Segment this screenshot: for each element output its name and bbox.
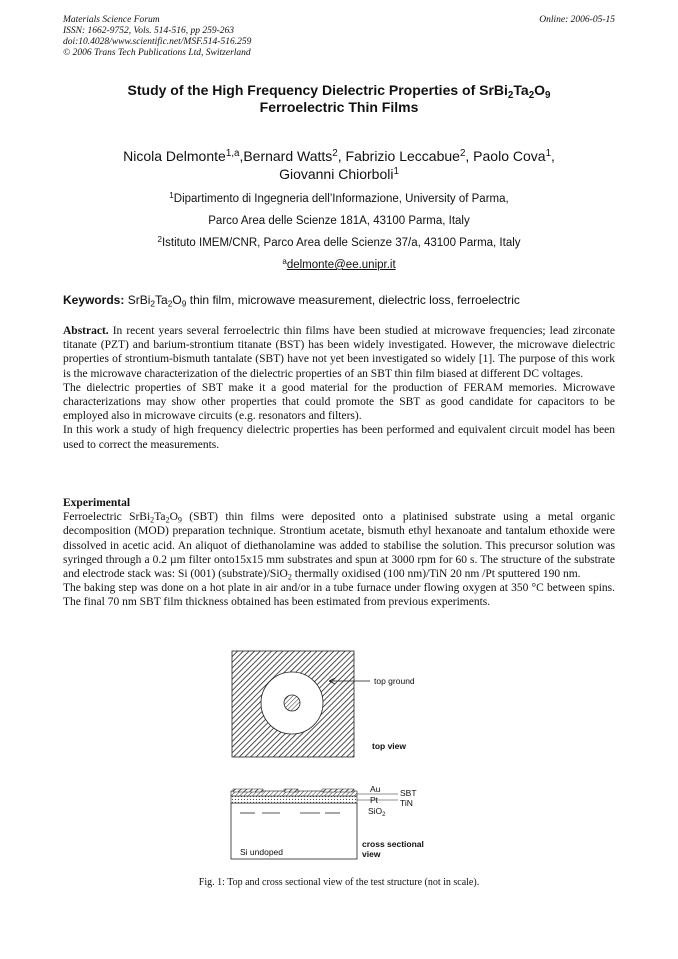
experimental-section <box>63 496 615 610</box>
experimental-heading: Experimental <box>63 497 131 509</box>
author-email: $^a$delmonte@ee.unipr.it <box>282 256 396 271</box>
paper-title <box>0 82 678 116</box>
author-name: , Fabrizio Leccabue <box>337 148 460 164</box>
top-view-diagram <box>232 651 370 757</box>
issn-line: ISSN: 1662-9752, Vols. 514-516, pp 259-263 <box>63 26 234 36</box>
label-si-undoped: Si undoped <box>240 847 284 857</box>
title-line-1: Study of the High Frequency Dielectric Properties of $SrBi_2Ta_2O_9$ <box>127 82 551 101</box>
experimental-paragraph-1: Ferroelectric $SrBi_2Ta_2O_9$ (SBT) thin films were deposited onto a platinised substrate using a metal organic decomposition (MOD) preparation technique. Strontium acetate, bismuth ethyl hexanoate and tantalum ethoxide were dissolved in acetic acid. An aliquot of diethanolamine was added to stabilise the solution. This precursor solution was syringed through a 0.2 µm filter onto15x15 mm substrates and spun at 3000 rpm for 60 s. The structure of the substrate and electrode stack was: Si (001) (substrate)/SiO$_2$ thermally oxidised (100 nm)/TiN 20 nm /Pt sputtered 190 nm. <box>63 511 615 582</box>
label-cross-sectional: cross sectional view <box>362 839 424 859</box>
label-tin: TiN <box>400 798 413 808</box>
author-name: ,Bernard Watts <box>239 148 333 164</box>
label-top-ground: top ground <box>374 676 415 686</box>
doi-line: doi:10.4028/www.scientific.net/MSF.514-516.259 <box>63 37 252 47</box>
label-sio2: SiO$_2$ <box>368 806 386 818</box>
label-sbt: SBT <box>400 788 417 798</box>
copyright-line: © 2006 Trans Tech Publications Ltd, Switzerland <box>63 48 251 58</box>
affiliation-2: $^2$Istituto IMEM/CNR, Parco Area delle Scienze 37/a, 43100 Parma, Italy <box>157 234 521 249</box>
keywords-label: Keywords: <box>63 293 125 307</box>
keywords: Keywords: $SrBi_2Ta_2O_9$ thin film, microwave measurement, dielectric loss, ferroelectric <box>63 293 520 309</box>
title-line-2: Ferroelectric Thin Films <box>259 99 419 115</box>
abstract-paragraph-2: The dielectric properties of SBT make it a good material for the production of FERAM memories. Microwave characterizations may show other properties that could promote the SBT as good candidate for capacitors to be employed also in microwave circuits (e.g. resonators and filters). <box>63 381 615 423</box>
figure-caption: Fig. 1: Top and cross sectional view of the test structure (not in scale). <box>198 877 480 888</box>
online-date: Online: 2006-05-15 <box>539 15 615 25</box>
author-name: Giovanni Chiorboli <box>279 166 394 182</box>
journal-header <box>63 15 251 59</box>
author-name: Nicola Delmonte <box>123 148 226 164</box>
figure-1 <box>0 640 678 875</box>
abstract-section <box>63 324 615 452</box>
abstract-paragraph-1: Abstract. In recent years several ferroelectric thin films have been studied at microwave frequencies; lead zirconate titanate (PZT) and barium-strontium titanate (BST) has been widely investigated. However, the microwave dielectric properties of strontium-bismuth tantalate (SBT) have not yet been investigated so widely [1]. The purpose of this work is the microwave characterization of the dielectric properties of an SBT thin film biased at different DC voltages. <box>63 325 615 380</box>
label-pt: Pt <box>370 795 379 805</box>
email-link[interactable]: delmonte@ee.unipr.it <box>286 259 396 271</box>
affiliation-1-line-2: Parco Area delle Scienze 181A, 43100 Parma, Italy <box>208 215 470 227</box>
author-name: , Paolo Cova <box>465 148 546 164</box>
experimental-paragraph-2: The baking step was done on a hot plate in air and/or in a tube furnace under flowing oxygen at 350 °C between spins. The final 70 nm SBT film thickness obtained has been estimated from previous experiments. <box>63 582 615 609</box>
label-top-view: top view <box>372 741 407 751</box>
affiliation-1-line-1: $^1$Dipartimento di Ingegneria dell’Informazione, University of Parma, <box>169 190 509 205</box>
author-list: Nicola Delmonte$^{1,a}$,Bernard Watts$^2$, Fabrizio Leccabue$^2$, Paolo Cova$^1$, Giovanni Chiorboli$^1$ <box>123 148 555 182</box>
label-au: Au <box>370 784 381 794</box>
abstract-paragraph-3: In this work a study of high frequency dielectric properties has been performed and equivalent circuit model has been used to correct the measurements. <box>63 424 615 451</box>
abstract-label: Abstract. <box>63 325 109 337</box>
journal-name: Materials Science Forum <box>63 15 160 25</box>
